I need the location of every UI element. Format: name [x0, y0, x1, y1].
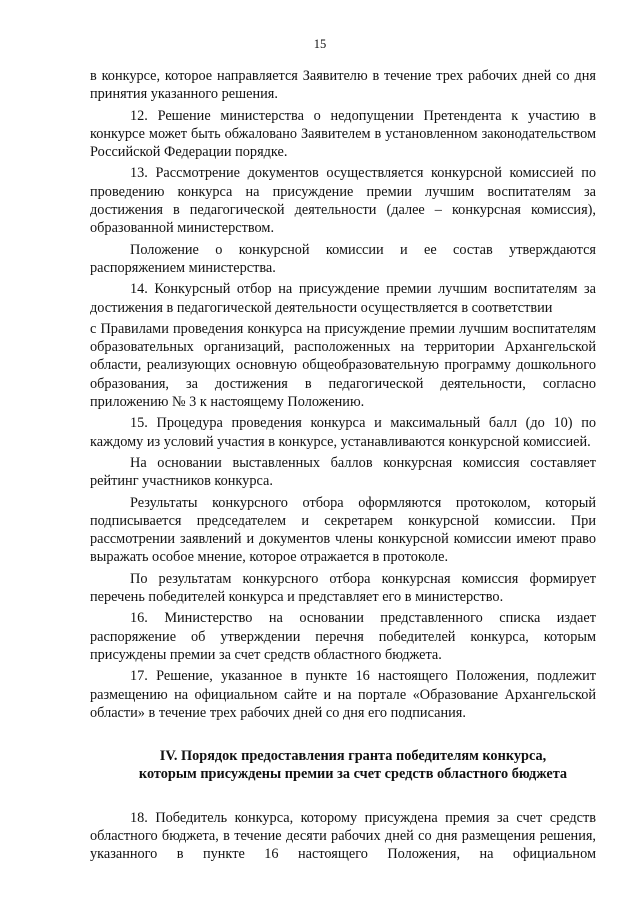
section-title [90, 747, 596, 784]
paragraph: На основании выставленных баллов конкурсная комиссия составляет рейтинг участников конкурса. [90, 454, 596, 490]
paragraphs-before [90, 67, 596, 722]
paragraph: 15. Процедура проведения конкурса и максимальный балл (до 10) по каждому из условий участия в конкурсе, устанавливаются конкурсной комиссией. [90, 415, 596, 450]
paragraph: По результатам конкурсного отбора конкурсная комиссия формирует перечень победителей конкурса и представляет его в министерство. [90, 570, 596, 606]
paragraph: в конкурсе, которое направляется Заявителю в течение трех рабочих дней со дня принятия указанного решения. [90, 68, 596, 103]
paragraph: Результаты конкурсного отбора оформляются протоколом, который подписывается председателем и секретарем конкурсной комиссии. При рассмотрении заявлений и документов члены конкурсной комиссии имеют право выражать особое мнение, которое отражается в протоколе. [90, 494, 596, 566]
paragraph: 17. Решение, указанное в пункте 16 настоящего Положения, подлежит размещению на официальном сайте и на портале «Образование Архангельской области» в течение трех рабочих дней со дня его подписания. [90, 668, 596, 721]
section-title-line-1: IV. Порядок предоставления гранта победителям конкурса, [159, 748, 547, 765]
paragraphs-after [90, 809, 596, 864]
paragraph: 12. Решение министерства о недопущении Претендента к участию в конкурсе может быть обжаловано Заявителем в установленном законодательством Российской Федерации порядке. [90, 107, 596, 161]
paragraph: Положение о конкурсной комиссии и ее состав утверждаются распоряжением министерства. [90, 241, 596, 276]
paragraph: 14. Конкурсный отбор на присуждение премии лучшим воспитателям за достижения в педагогической деятельности осуществляется в соответствии [90, 281, 596, 316]
section-title-line-2: которым присуждены премии за счет средств областного бюджета [138, 766, 568, 783]
paragraph: с Правилами проведения конкурса на присуждение премии лучшим воспитателям образовательных организаций, расположенных на территории Архангельской области, реализующих основную общеобразовательную программу дошкольного образования, за достижения в педагогической деятельности, согласно приложению № 3 к настоящему Положению. [90, 320, 596, 411]
page-number: 15 [313, 37, 327, 51]
document-body [90, 67, 596, 864]
paragraph: 13. Рассмотрение документов осуществляется конкурсной комиссией по проведению конкурса на присуждение премии лучшим воспитателям за достижения в педагогической деятельности (далее – конкурсная комиссия), образованной министерством. [90, 165, 596, 237]
paragraph: 16. Министерство на основании представленного списка издает распоряжение об утверждении перечня победителей конкурса, которым присуждены премии за счет средств областного бюджета. [90, 610, 596, 663]
paragraph: 18. Победитель конкурса, которому присуждена премия за счет средств областного бюджета, в течение десяти рабочих дней со дня размещения решения, указанного в пункте 16 настоящего Положения, на официальном [90, 809, 596, 863]
